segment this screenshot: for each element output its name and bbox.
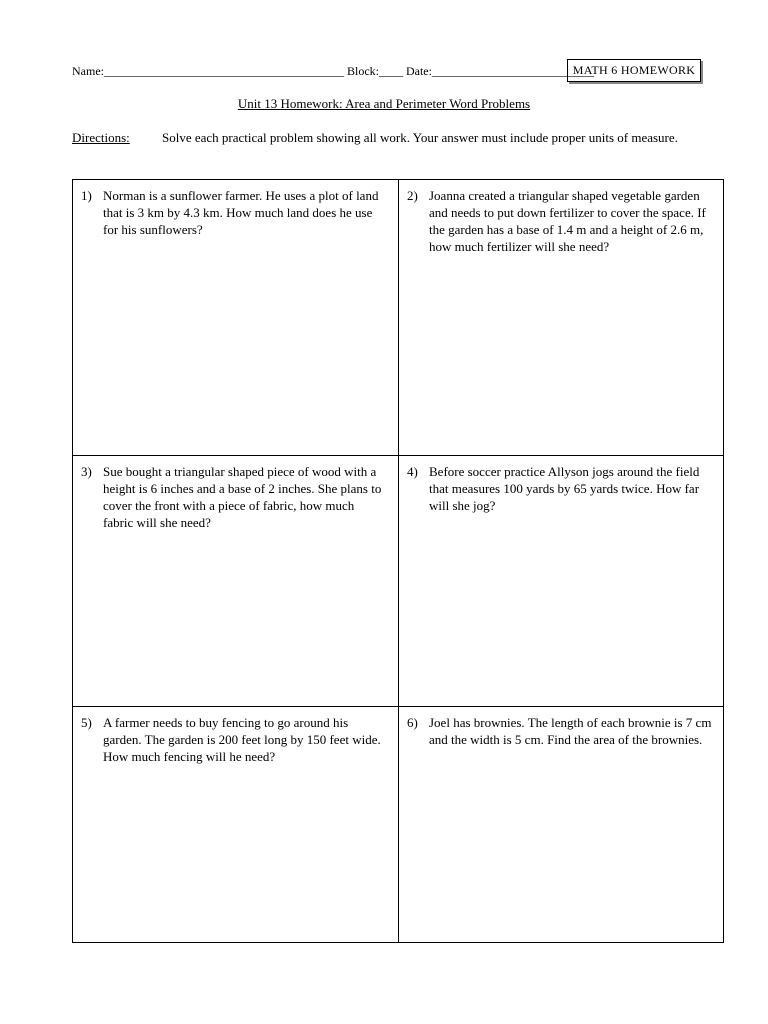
problem-text: Joanna created a triangular shaped vegetable garden and needs to put down fertilizer to cover the space. If the garden has a base of 1.4 m and a height of 2.6 m, how much fertilizer will she need? — [429, 188, 706, 254]
problem-number: 2) — [407, 188, 418, 203]
problem-cell-1 — [73, 180, 399, 456]
problem-number: 4) — [407, 464, 418, 479]
problem-text: Before soccer practice Allyson jogs around the field that measures 100 yards by 65 yards twice. How far will she jog? — [429, 464, 700, 513]
problem-cell-2 — [399, 180, 724, 456]
problem-number: 3) — [81, 464, 92, 479]
problem-text: Joel has brownies. The length of each brownie is 7 cm and the width is 5 cm. Find the area of the brownies. — [429, 715, 712, 747]
problem-cell-6 — [399, 707, 724, 942]
problem-grid — [72, 179, 724, 943]
problem-cell-3 — [73, 456, 399, 707]
directions-label: Directions: — [72, 130, 130, 145]
problem-cell-5 — [73, 707, 399, 942]
problem-cell-4 — [399, 456, 724, 707]
math-homework-badge: MATH 6 HOMEWORK — [567, 59, 701, 82]
problem-number: 1) — [81, 188, 92, 203]
page-title: Unit 13 Homework: Area and Perimeter Word Problems — [237, 96, 531, 111]
problem-number: 6) — [407, 715, 418, 730]
directions — [72, 129, 712, 146]
problem-text: Norman is a sunflower farmer. He uses a plot of land that is 3 km by 4.3 km. How much land does he use for his sunflowers? — [103, 188, 379, 237]
directions-text: Solve each practical problem showing all work. Your answer must include proper units of measure. — [162, 130, 678, 145]
problem-number: 5) — [81, 715, 92, 730]
problem-text: A farmer needs to buy fencing to go around his garden. The garden is 200 feet long by 150 feet wide. How much fencing will he need? — [103, 715, 381, 764]
problem-text: Sue bought a triangular shaped piece of wood with a height is 6 inches and a base of 2 inches. She plans to cover the front with a piece of fabric, how much fabric will she need? — [103, 464, 382, 530]
name-block-date-line: Name:________________________________________ Block:____ Date:___________________________ — [72, 64, 594, 78]
